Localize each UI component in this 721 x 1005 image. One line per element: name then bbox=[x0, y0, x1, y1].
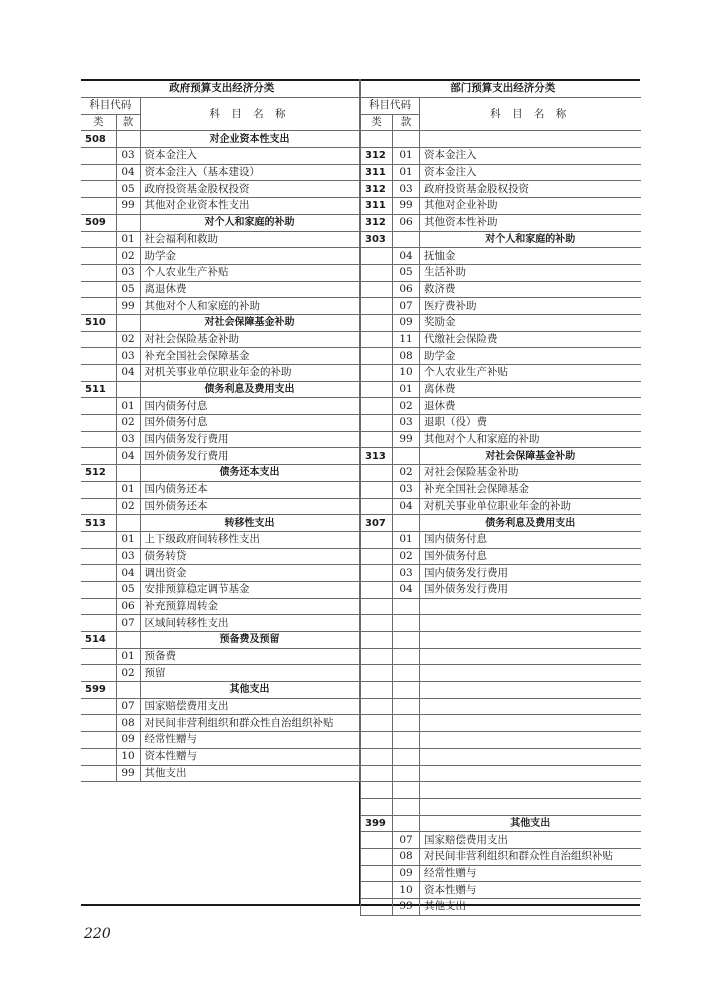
item-name: 调出资金 bbox=[140, 565, 359, 582]
table-row bbox=[361, 214, 641, 231]
category-title: 债务还本支出 bbox=[140, 465, 359, 482]
category-title: 其他支出 bbox=[140, 682, 359, 699]
item-code: 99 bbox=[116, 765, 140, 782]
item-name: 国外债务发行费用 bbox=[420, 581, 641, 598]
table-row bbox=[361, 281, 641, 298]
item-name: 政府投资基金股权投资 bbox=[420, 181, 641, 198]
category-code: 599 bbox=[81, 682, 116, 699]
category-code: 510 bbox=[81, 314, 116, 331]
item-name: 助学金 bbox=[140, 248, 359, 265]
item-code: 01 bbox=[116, 531, 140, 548]
item-code: 04 bbox=[116, 164, 140, 181]
table-row bbox=[81, 398, 359, 415]
blank-row bbox=[361, 715, 641, 732]
item-name: 其他资本性补助 bbox=[420, 214, 641, 231]
table-row bbox=[81, 565, 359, 582]
category-code: 312 bbox=[361, 148, 393, 165]
table-row bbox=[81, 248, 359, 265]
item-name: 国内债务付息 bbox=[420, 531, 641, 548]
table-row bbox=[361, 264, 641, 281]
item-code: 09 bbox=[393, 865, 420, 882]
item-name: 生活补助 bbox=[420, 264, 641, 281]
table-row bbox=[81, 732, 359, 749]
category-code: 513 bbox=[81, 515, 116, 532]
blank-row bbox=[361, 782, 641, 799]
item-name: 医疗费补助 bbox=[420, 298, 641, 315]
item-code: 05 bbox=[116, 581, 140, 598]
blank-row bbox=[361, 131, 641, 148]
item-code: 04 bbox=[116, 448, 140, 465]
table-row bbox=[81, 348, 359, 365]
item-name: 国内债务付息 bbox=[140, 398, 359, 415]
item-name: 对社会保险基金补助 bbox=[140, 331, 359, 348]
blank-row bbox=[361, 798, 641, 815]
table-row bbox=[81, 665, 359, 682]
category-code: 508 bbox=[81, 131, 116, 148]
category-row bbox=[81, 515, 359, 532]
table-row bbox=[361, 882, 641, 899]
item-name: 其他对企业补助 bbox=[420, 198, 641, 215]
category-code: 307 bbox=[361, 515, 393, 532]
item-name: 其他对企业资本性支出 bbox=[140, 198, 359, 215]
page-number: 220 bbox=[84, 926, 111, 942]
item-name: 经常性赠与 bbox=[420, 865, 641, 882]
table-row bbox=[361, 899, 641, 916]
item-name: 奖励金 bbox=[420, 314, 641, 331]
item-code: 09 bbox=[393, 314, 420, 331]
item-header: 款 bbox=[116, 114, 140, 131]
table-row bbox=[361, 415, 641, 432]
item-name: 个人农业生产补贴 bbox=[140, 264, 359, 281]
blank-row bbox=[361, 748, 641, 765]
table-row bbox=[361, 498, 641, 515]
item-code: 03 bbox=[393, 481, 420, 498]
table-row bbox=[81, 531, 359, 548]
category-row bbox=[81, 682, 359, 699]
category-row bbox=[81, 632, 359, 649]
left-table-title: 政府预算支出经济分类 bbox=[81, 79, 359, 98]
item-code: 01 bbox=[393, 148, 420, 165]
blank-row bbox=[361, 765, 641, 782]
item-name: 预留 bbox=[140, 665, 359, 682]
item-code: 11 bbox=[393, 331, 420, 348]
table-row bbox=[361, 848, 641, 865]
blank-row bbox=[361, 698, 641, 715]
item-code: 02 bbox=[393, 548, 420, 565]
table-row bbox=[81, 715, 359, 732]
table-row bbox=[81, 615, 359, 632]
table-row bbox=[81, 431, 359, 448]
table-row bbox=[81, 765, 359, 782]
item-code: 01 bbox=[393, 164, 420, 181]
item-code: 05 bbox=[116, 281, 140, 298]
category-code: 311 bbox=[361, 198, 393, 215]
item-code: 99 bbox=[116, 198, 140, 215]
class-header: 类 bbox=[81, 114, 116, 131]
category-code: 512 bbox=[81, 465, 116, 482]
right-table-title: 部门预算支出经济分类 bbox=[361, 79, 641, 98]
item-name: 其他对个人和家庭的补助 bbox=[420, 431, 641, 448]
item-code: 08 bbox=[393, 348, 420, 365]
item-name: 对民间非营利组织和群众性自治组织补贴 bbox=[140, 715, 359, 732]
table-row bbox=[361, 331, 641, 348]
item-code: 06 bbox=[393, 214, 420, 231]
item-code: 06 bbox=[393, 281, 420, 298]
code-header: 科目代码 bbox=[81, 98, 140, 115]
table-row bbox=[361, 365, 641, 382]
table-row bbox=[361, 198, 641, 215]
item-name: 补充全国社会保障基金 bbox=[420, 481, 641, 498]
item-name: 社会福利和救助 bbox=[140, 231, 359, 248]
table-row bbox=[81, 481, 359, 498]
table-row bbox=[81, 581, 359, 598]
item-code: 02 bbox=[116, 498, 140, 515]
item-name: 国内债务还本 bbox=[140, 481, 359, 498]
item-name: 资本金注入 bbox=[420, 164, 641, 181]
table-row bbox=[81, 331, 359, 348]
item-code: 01 bbox=[116, 648, 140, 665]
blank-row bbox=[361, 615, 641, 632]
item-name: 资本金注入（基本建设） bbox=[140, 164, 359, 181]
table-row bbox=[361, 431, 641, 448]
item-code: 02 bbox=[393, 398, 420, 415]
category-code: 511 bbox=[81, 381, 116, 398]
table-row bbox=[361, 381, 641, 398]
item-name: 补充预算周转金 bbox=[140, 598, 359, 615]
item-name: 对机关事业单位职业年金的补助 bbox=[140, 365, 359, 382]
table-row bbox=[361, 565, 641, 582]
item-code: 10 bbox=[116, 748, 140, 765]
item-name: 国家赔偿费用支出 bbox=[140, 698, 359, 715]
table-row bbox=[361, 164, 641, 181]
item-code: 07 bbox=[116, 615, 140, 632]
item-name: 国外债务付息 bbox=[420, 548, 641, 565]
item-name: 救济费 bbox=[420, 281, 641, 298]
item-code: 03 bbox=[393, 565, 420, 582]
item-name: 经常性赠与 bbox=[140, 732, 359, 749]
item-name: 债务转贷 bbox=[140, 548, 359, 565]
category-title: 对企业资本性支出 bbox=[140, 131, 359, 148]
table-row bbox=[361, 314, 641, 331]
category-title: 对社会保障基金补助 bbox=[140, 314, 359, 331]
name-header: 科 目 名 称 bbox=[140, 98, 359, 131]
category-code: 399 bbox=[361, 815, 393, 832]
item-code: 07 bbox=[116, 698, 140, 715]
item-name: 助学金 bbox=[420, 348, 641, 365]
category-code: 312 bbox=[361, 181, 393, 198]
item-name: 对社会保险基金补助 bbox=[420, 465, 641, 482]
item-name: 国内债务发行费用 bbox=[140, 431, 359, 448]
category-row bbox=[81, 131, 359, 148]
item-name: 预备费 bbox=[140, 648, 359, 665]
table-row bbox=[361, 865, 641, 882]
code-header: 科目代码 bbox=[361, 98, 420, 115]
item-name: 上下级政府间转移性支出 bbox=[140, 531, 359, 548]
table-row bbox=[81, 264, 359, 281]
table-row bbox=[81, 548, 359, 565]
category-title: 债务利息及费用支出 bbox=[140, 381, 359, 398]
class-header: 类 bbox=[361, 114, 393, 131]
item-code: 01 bbox=[116, 398, 140, 415]
category-row bbox=[81, 465, 359, 482]
item-code: 99 bbox=[393, 198, 420, 215]
item-code: 03 bbox=[393, 415, 420, 432]
category-title: 其他支出 bbox=[420, 815, 641, 832]
table-row bbox=[81, 181, 359, 198]
item-code: 04 bbox=[393, 248, 420, 265]
item-name: 资本金注入 bbox=[420, 148, 641, 165]
item-name: 其他支出 bbox=[140, 765, 359, 782]
item-code: 08 bbox=[393, 848, 420, 865]
table-row bbox=[361, 548, 641, 565]
table-row bbox=[361, 832, 641, 849]
item-code: 02 bbox=[116, 331, 140, 348]
table-row bbox=[361, 581, 641, 598]
item-name: 离休费 bbox=[420, 381, 641, 398]
item-code: 02 bbox=[116, 665, 140, 682]
category-title: 转移性支出 bbox=[140, 515, 359, 532]
item-code: 99 bbox=[116, 298, 140, 315]
item-code: 09 bbox=[116, 732, 140, 749]
table-row bbox=[361, 481, 641, 498]
table-row bbox=[81, 598, 359, 615]
item-code: 03 bbox=[116, 548, 140, 565]
item-code: 03 bbox=[116, 264, 140, 281]
category-row bbox=[361, 815, 641, 832]
table-row bbox=[81, 648, 359, 665]
item-code: 05 bbox=[116, 181, 140, 198]
table-row bbox=[81, 698, 359, 715]
item-name: 国外债务还本 bbox=[140, 498, 359, 515]
item-code: 10 bbox=[393, 882, 420, 899]
item-code: 06 bbox=[116, 598, 140, 615]
category-title: 预备费及预留 bbox=[140, 632, 359, 649]
item-name: 补充全国社会保障基金 bbox=[140, 348, 359, 365]
item-name: 国外债务付息 bbox=[140, 415, 359, 432]
item-code: 08 bbox=[116, 715, 140, 732]
table-row bbox=[361, 348, 641, 365]
item-name: 资本性赠与 bbox=[420, 882, 641, 899]
table-row bbox=[81, 498, 359, 515]
table-row bbox=[81, 365, 359, 382]
item-name: 对机关事业单位职业年金的补助 bbox=[420, 498, 641, 515]
item-code: 01 bbox=[393, 381, 420, 398]
item-code: 02 bbox=[116, 248, 140, 265]
category-title: 债务利息及费用支出 bbox=[420, 515, 641, 532]
item-code: 04 bbox=[116, 565, 140, 582]
item-name: 个人农业生产补贴 bbox=[420, 365, 641, 382]
table-row bbox=[361, 248, 641, 265]
item-name: 国家赔偿费用支出 bbox=[420, 832, 641, 849]
item-code: 07 bbox=[393, 298, 420, 315]
category-row bbox=[81, 214, 359, 231]
item-code: 01 bbox=[393, 531, 420, 548]
category-code: 514 bbox=[81, 632, 116, 649]
category-code: 312 bbox=[361, 214, 393, 231]
item-name: 其他对个人和家庭的补助 bbox=[140, 298, 359, 315]
blank-row bbox=[361, 632, 641, 649]
table-row bbox=[361, 298, 641, 315]
table-row bbox=[81, 415, 359, 432]
item-header: 款 bbox=[393, 114, 420, 131]
item-code: 02 bbox=[393, 465, 420, 482]
item-code: 04 bbox=[393, 581, 420, 598]
blank-row bbox=[361, 665, 641, 682]
table-row bbox=[361, 181, 641, 198]
category-row bbox=[81, 314, 359, 331]
item-code: 07 bbox=[393, 832, 420, 849]
item-name: 退休费 bbox=[420, 398, 641, 415]
category-code: 509 bbox=[81, 214, 116, 231]
table-row bbox=[81, 298, 359, 315]
item-name: 安排预算稳定调节基金 bbox=[140, 581, 359, 598]
item-name: 区域间转移性支出 bbox=[140, 615, 359, 632]
item-name: 对民间非营利组织和群众性自治组织补贴 bbox=[420, 848, 641, 865]
item-name: 资本金注入 bbox=[140, 148, 359, 165]
item-code: 99 bbox=[393, 899, 420, 916]
item-code: 05 bbox=[393, 264, 420, 281]
item-code: 02 bbox=[116, 415, 140, 432]
government-budget-table bbox=[81, 79, 360, 782]
category-code: 303 bbox=[361, 231, 393, 248]
item-name: 其他支出 bbox=[420, 899, 641, 916]
item-code: 99 bbox=[393, 431, 420, 448]
item-name: 离退休费 bbox=[140, 281, 359, 298]
category-title: 对个人和家庭的补助 bbox=[420, 231, 641, 248]
category-row bbox=[361, 448, 641, 465]
item-name: 抚恤金 bbox=[420, 248, 641, 265]
table-row bbox=[81, 148, 359, 165]
category-title: 对社会保障基金补助 bbox=[420, 448, 641, 465]
item-code: 03 bbox=[393, 181, 420, 198]
item-name: 退职（役）费 bbox=[420, 415, 641, 432]
table-row bbox=[361, 465, 641, 482]
category-title: 对个人和家庭的补助 bbox=[140, 214, 359, 231]
item-code: 03 bbox=[116, 148, 140, 165]
item-code: 04 bbox=[393, 498, 420, 515]
category-row bbox=[361, 231, 641, 248]
item-name: 代缴社会保险费 bbox=[420, 331, 641, 348]
item-code: 03 bbox=[116, 431, 140, 448]
item-name: 资本性赠与 bbox=[140, 748, 359, 765]
table-row bbox=[361, 531, 641, 548]
item-code: 03 bbox=[116, 348, 140, 365]
department-budget-table bbox=[360, 79, 641, 916]
table-row bbox=[81, 164, 359, 181]
blank-row bbox=[361, 682, 641, 699]
table-row bbox=[81, 748, 359, 765]
item-name: 国外债务发行费用 bbox=[140, 448, 359, 465]
category-code: 311 bbox=[361, 164, 393, 181]
blank-row bbox=[361, 598, 641, 615]
category-row bbox=[81, 381, 359, 398]
item-code: 10 bbox=[393, 365, 420, 382]
blank-row bbox=[361, 732, 641, 749]
category-code: 313 bbox=[361, 448, 393, 465]
name-header: 科 目 名 称 bbox=[420, 98, 641, 131]
table-row bbox=[361, 148, 641, 165]
item-name: 政府投资基金股权投资 bbox=[140, 181, 359, 198]
item-code: 01 bbox=[116, 231, 140, 248]
item-code: 01 bbox=[116, 481, 140, 498]
item-code: 04 bbox=[116, 365, 140, 382]
blank-row bbox=[361, 648, 641, 665]
table-row bbox=[361, 398, 641, 415]
category-row bbox=[361, 515, 641, 532]
item-name: 国内债务发行费用 bbox=[420, 565, 641, 582]
table-row bbox=[81, 448, 359, 465]
